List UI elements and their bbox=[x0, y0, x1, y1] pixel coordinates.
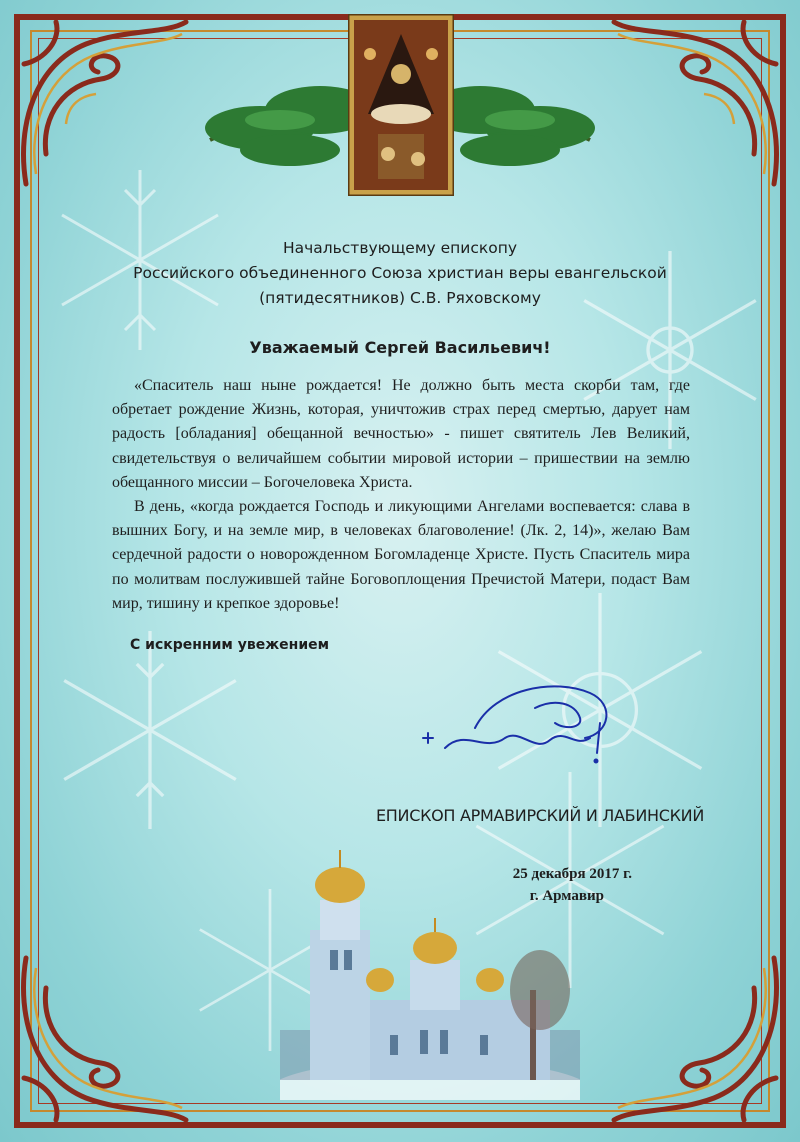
cathedral-photo bbox=[280, 840, 580, 1100]
addressee-line: Начальствующему епископу bbox=[282, 239, 518, 257]
addressee-line: (пятидесятников) С.В. Ряховскому bbox=[259, 289, 541, 307]
ornament-corner-icon bbox=[604, 948, 794, 1138]
closing-line: С искренним увежением bbox=[130, 637, 330, 653]
ornament-corner-icon bbox=[604, 4, 794, 194]
addressee-line: Российского объединенного Союза христиан веры евангельской bbox=[133, 264, 667, 282]
body-paragraph: В день, «когда рождается Господь и ликующими Ангелами воспевается: слава в вышних Богу, и на земле мир, в человеках благоволение! (Лк. 2, 14)», желаю Вам сердечной радости о новорожденном Богомладенце Христе. Пусть Спаситель мира по молитвам послужившей тайне Боговоплощения Пречистой Матери, подаст Вам мир, тишину и крепкое здоровье! bbox=[112, 498, 690, 612]
signature-icon bbox=[415, 668, 625, 778]
sender-title: ЕПИСКОП АРМАВИРСКИЙ И ЛАБИНСКИЙ bbox=[376, 806, 705, 825]
letter-city: г. Армавир bbox=[529, 888, 604, 904]
greeting: Уважаемый Сергей Васильевич! bbox=[249, 338, 551, 357]
letter-date: 25 декабря 2017 г. bbox=[512, 866, 632, 882]
ornament-corner-icon bbox=[6, 4, 196, 194]
nativity-icon bbox=[348, 14, 454, 196]
body-paragraph: «Спаситель наш ныне рождается! Не должно быть места скорби там, где обретает рождение Жизнь, которая, уничтожив страх перед смертью, дарует нам радость [обладания] обещанной вечностью» - пишет святитель Лев Великий, свидетельствуя о величайшем событии мировой истории – пришествии на землю обещанного миссии – Богочеловека Христа. bbox=[112, 377, 690, 491]
letter-body bbox=[112, 374, 690, 616]
ornament-corner-icon bbox=[6, 948, 196, 1138]
addressee-block bbox=[110, 236, 690, 311]
